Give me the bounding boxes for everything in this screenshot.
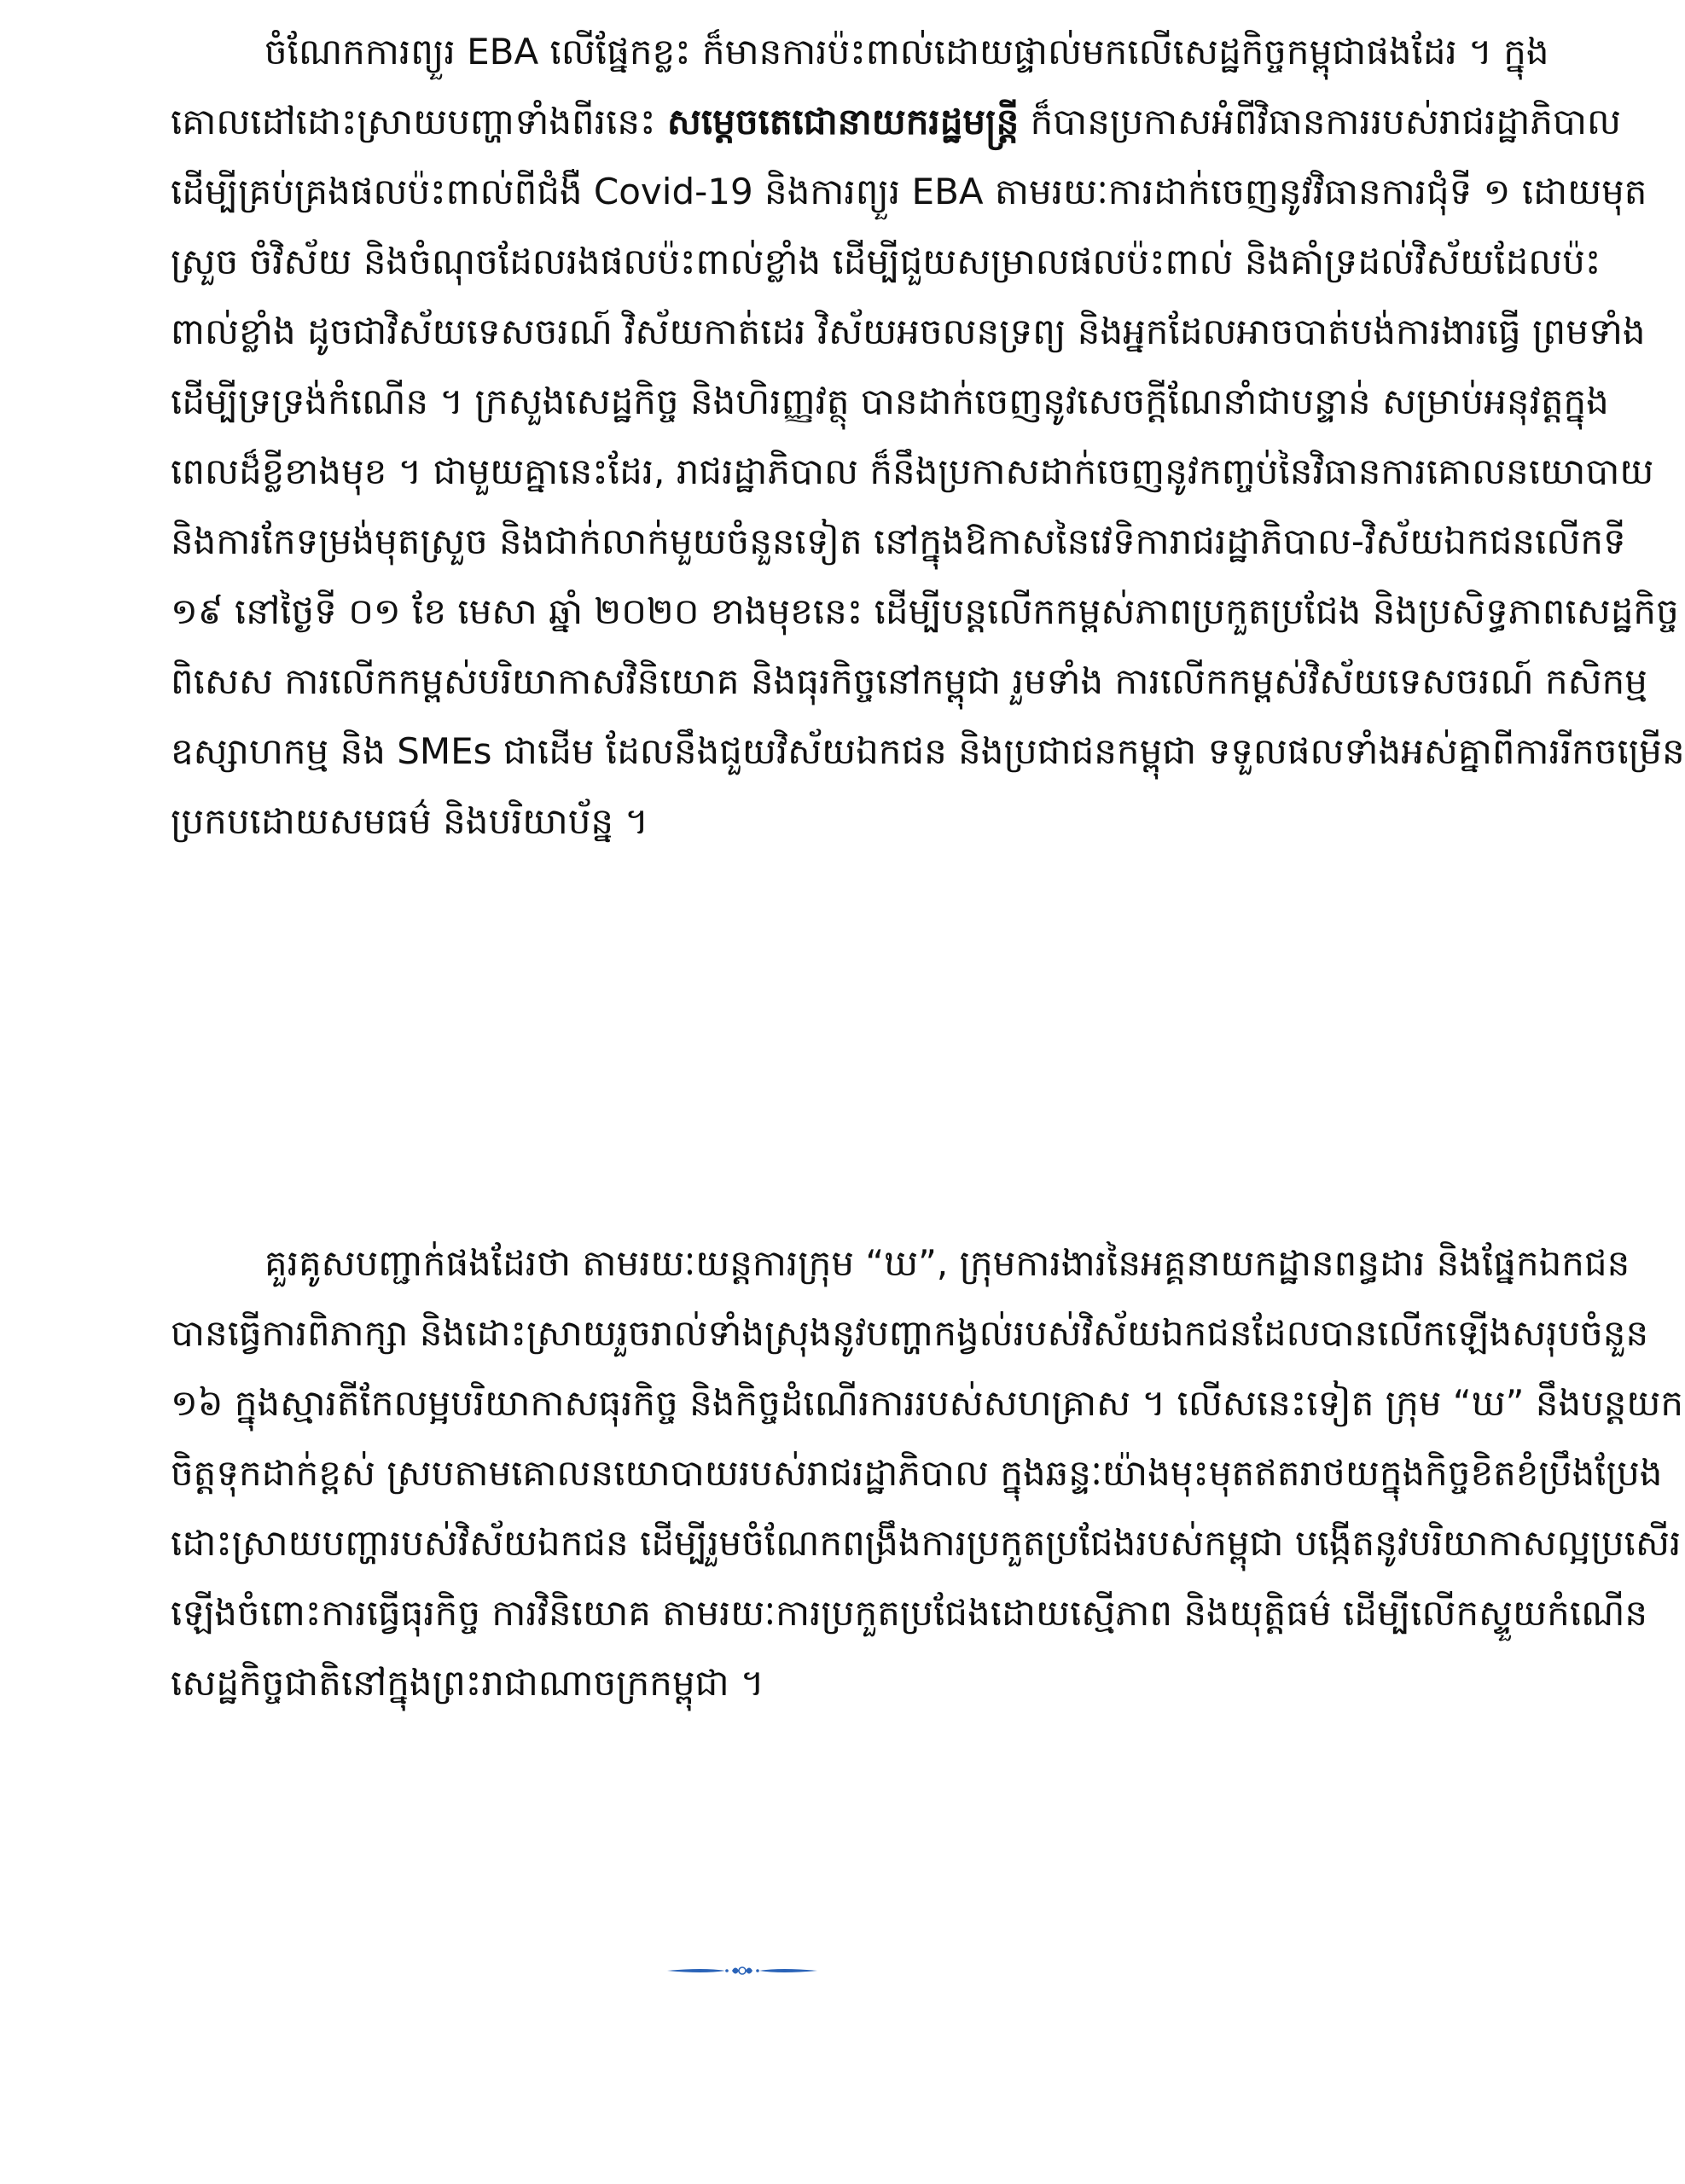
paragraph-line: បានធ្វើការពិភាក្សា និងដោះស្រាយរួចរាល់ទាំងស្រុងនូវបញ្ហាកង្វល់របស់វិស័យឯកជនដែលបានលើកឡើងសរុបចំនួន [171,1312,1649,1354]
paragraph-line: ពាល់ខ្លាំង ដូចជាវិស័យទេសចរណ៍ វិស័យកាត់ដេរ វិស័យអចលនទ្រព្យ និងអ្នកដែលអាចបាត់បង់ការងារធ្វើ ព្រមទាំង [171,311,1646,352]
highlighted-title: សម្តេចតេជោនាយករដ្ឋមន្ត្រី [666,101,1020,142]
paragraph-line: ពិសេស ការលើកកម្ពស់បរិយាកាសវិនិយោគ និងធុរកិច្ចនៅកម្ពុជា រួមទាំង ការលើកកម្ពស់វិស័យទេសចរណ៍ កសិកម្ម [171,660,1647,702]
paragraph-line [171,87,1621,157]
paragraph-line: ស្រួច ចំវិស័យ និងចំណុចដែលរងផលប៉ះពាល់ខ្លាំង ដើម្បីជួយសម្រាលផលប៉ះពាល់ និងគាំទ្រដល់វិស័យដែលប៉ះ [171,241,1601,282]
paragraph-line: ឧស្សាហកម្ម និង SMEs ជាដើម ដែលនឹងជួយវិស័យឯកជន និងប្រជាជនកម្ពុជា ទទួលផលទាំងអស់គ្នាពីការរីកចម្រើន [171,730,1685,772]
decorative-divider-icon [665,1962,819,1979]
paragraph-line: ចំណែកការព្យួរ EBA លើផ្នែកខ្លះ ក៏មានការប៉ះពាល់ដោយផ្ទាល់មកលើសេដ្ឋកិច្ចកម្ពុជាផងដែរ ។ ក្នុង [264,31,1549,73]
paragraph-2 [171,1228,1684,1718]
paragraph-line: ១៦ ក្នុងស្មារតីកែលម្អបរិយាកាសធុរកិច្ច និងកិច្ចដំណើរការរបស់សហគ្រាស ។ លើសនេះទៀត ក្រុម “ឃ” នឹងបន្តយក [171,1382,1684,1424]
paragraph-line: ១៩ នៅថ្ងៃទី ០១ ខែ មេសា ឆ្នាំ ២០២០ ខាងមុខនេះ ដើម្បីបន្តលើកកម្ពស់ភាពប្រកួតប្រជែង និងប្រសិទ្ធភាពសេដ្ឋកិច្ច [171,590,1679,632]
paragraph-line: ប្រកបដោយសមធម៌ និងបរិយាប័ន្ន ។ [171,800,649,842]
paragraph-line-start: គោលដៅដោះស្រាយបញ្ហាទាំងពីរនេះ [171,101,656,142]
paragraph-1 [171,17,1685,857]
paragraph-line: និងការកែទម្រង់មុតស្រួច និងជាក់លាក់មួយចំនួនទៀត នៅក្នុងឱកាសនៃវេទិការាជរដ្ឋាភិបាល-វិស័យឯកជនលើកទី [171,520,1626,562]
paragraph-line: ដើម្បីគ្រប់គ្រងផលប៉ះពាល់ពីជំងឺ Covid-19 និងការព្យួរ EBA តាមរយៈការដាក់ចេញនូវវិធានការជុំទី ១ ដោយមុត [171,171,1647,212]
paragraph-line: ពេលដ៏ខ្លីខាងមុខ ។ ជាមួយគ្នានេះដែរ, រាជរដ្ឋាភិបាល ក៏នឹងប្រកាសដាក់ចេញនូវកញ្ចប់នៃវិធានការគោលនយោបាយ [171,450,1654,492]
paragraph-line-end: ក៏បានប្រកាសអំពីវិធានការរបស់រាជរដ្ឋាភិបាល [1030,101,1621,142]
paragraph-line: ដោះស្រាយបញ្ហារបស់វិស័យឯកជន ដើម្បីរួមចំណែកពង្រឹងការប្រកួតប្រជែងរបស់កម្ពុជា បង្កើតនូវបរិយាកាសល្អប្រសើរ [171,1522,1682,1564]
paragraph-line: សេដ្ឋកិច្ចជាតិនៅក្នុងព្រះរាជាណាចក្រកម្ពុជា ។ [171,1662,764,1704]
paragraph-line: គួរគូសបញ្ជាក់ផងដែរថា តាមរយៈយន្តការក្រុម “ឃ”, ក្រុមការងារនៃអគ្គនាយកដ្ឋានពន្ធដារ និងផ្នែកឯកជន [264,1242,1630,1284]
paragraph-line: ឡើងចំពោះការធ្វើធុរកិច្ច ការវិនិយោគ តាមរយៈការប្រកួតប្រជែងដោយស្មើភាព និងយុត្តិធម៌ ដើម្បីលើកស្ទួយកំណើន [171,1592,1648,1634]
paragraph-line: ដើម្បីទ្រទ្រង់កំណើន ។ ក្រសួងសេដ្ឋកិច្ច និងហិរញ្ញវត្ថុ បានដាក់ចេញនូវសេចក្តីណែនាំជាបន្ទាន់ សម្រាប់អនុវត្តក្នុង [171,380,1609,422]
paragraph-line: ចិត្តទុកដាក់ខ្ពស់ ស្របតាមគោលនយោបាយរបស់រាជរដ្ឋាភិបាល ក្នុងឆន្ទៈយ៉ាងមុះមុតឥតរាថយក្នុងកិច្ចខិតខំប្រឹងប្រែង [171,1452,1663,1494]
